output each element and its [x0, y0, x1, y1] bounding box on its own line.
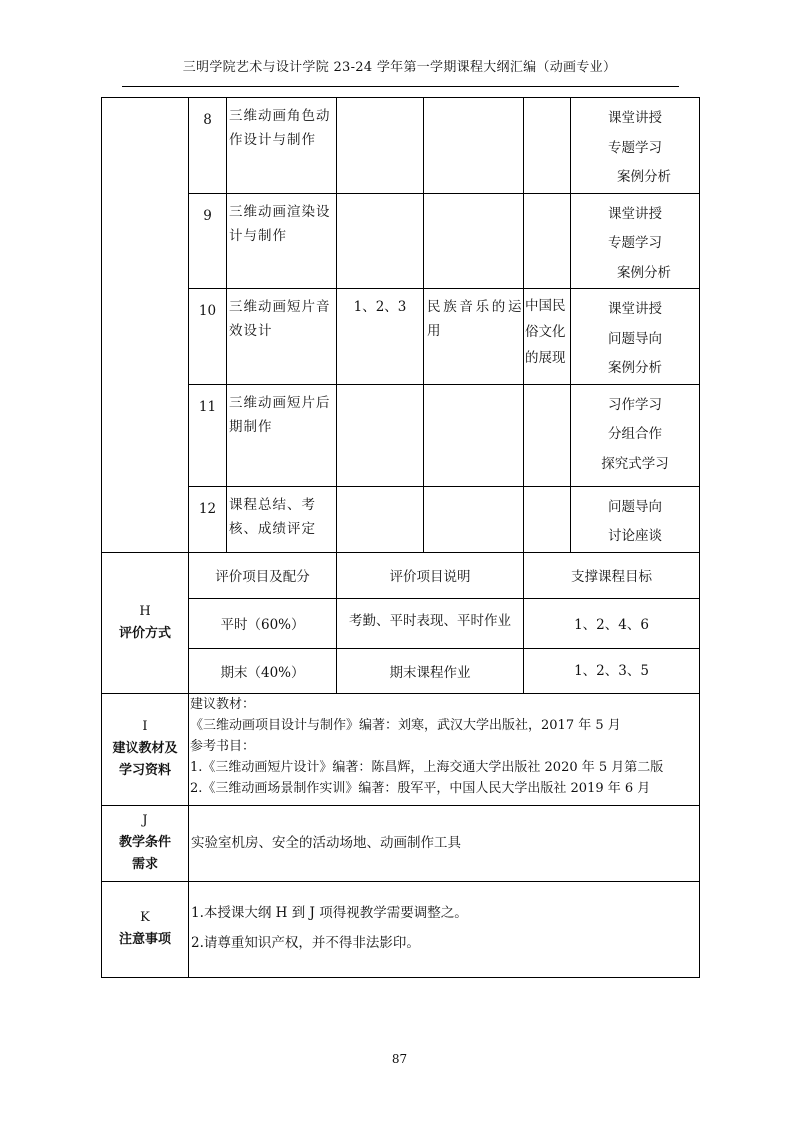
method-item: 专题学习: [608, 139, 662, 156]
schedule-row: [102, 193, 700, 289]
topic-cell: 三维动画角色动作设计与制作: [227, 98, 337, 194]
method-item: 讨论座谈: [608, 528, 662, 544]
evaluation-section-label: [102, 552, 189, 693]
schedule-row: [102, 98, 700, 194]
target-cell: [337, 486, 424, 552]
eval-goal: 1、2、3、5: [524, 648, 700, 693]
materials-line: 《三维动画项目设计与制作》编著：刘寒，武汉大学出版社，2017 年 5 月: [190, 717, 621, 733]
week-number: 8: [189, 98, 227, 194]
schedule-row: [102, 384, 700, 486]
value-cell: [524, 193, 571, 289]
method-item: 问题导向: [608, 330, 662, 347]
eval-goal-header: 支撑课程目标: [524, 552, 700, 598]
schedule-row: [102, 289, 700, 385]
method-item: 习作学习: [608, 396, 662, 413]
method-item: 探究式学习: [601, 455, 669, 472]
methods-cell: [571, 193, 700, 289]
notes-section-label: [102, 881, 189, 977]
notes-content: [189, 881, 700, 977]
target-cell: [337, 193, 424, 289]
section-title: 学习资料: [118, 763, 171, 778]
target-cell: [337, 384, 424, 486]
course-outline-table: [101, 97, 700, 978]
page-header: 三明学院艺术与设计学院 23-24 学年第一学期课程大纲汇编（动画专业）: [182, 60, 617, 75]
header-rule: [122, 86, 679, 87]
section-code: H: [139, 603, 151, 619]
eval-goal: 1、2、4、6: [524, 598, 700, 648]
section-title: 建议教材及: [112, 741, 178, 756]
ideology-cell: [424, 384, 524, 486]
section-title: 评价方式: [118, 625, 171, 641]
evaluation-row: [102, 598, 700, 648]
notes-line: 1.本授课大纲 H 到 J 项得视教学需要调整之。: [191, 904, 468, 921]
eval-item-header: 评价项目及配分: [189, 552, 337, 598]
materials-row: [102, 693, 700, 805]
section-title: 需求: [131, 857, 158, 872]
method-item: 问题导向: [608, 498, 662, 515]
method-item: 案例分析: [617, 169, 671, 185]
eval-item: 平时（60%）: [189, 598, 337, 648]
method-item: 专题学习: [608, 235, 662, 251]
ideology-cell: [424, 486, 524, 552]
method-item: 课堂讲授: [608, 205, 662, 222]
topic-cell: 三维动画短片音效设计: [227, 289, 337, 385]
method-item: 课堂讲授: [608, 301, 662, 317]
topic-cell: 课程总结、考核、成绩评定: [227, 486, 337, 552]
materials-section-label: [102, 693, 189, 805]
methods-cell: [571, 98, 700, 194]
value-cell: [524, 486, 571, 552]
schedule-section-label: [102, 98, 189, 553]
ideology-cell: [424, 193, 524, 289]
section-code: J: [142, 813, 148, 828]
methods-cell: [571, 289, 700, 385]
notes-line: 2.请尊重知识产权，并不得非法影印。: [191, 934, 420, 951]
section-title: 注意事项: [118, 932, 171, 947]
eval-desc: 期末课程作业: [337, 648, 524, 693]
materials-line: 2.《三维动画场景制作实训》编著：殷军平，中国人民大学出版社 2019 年 6 月: [190, 780, 651, 796]
value-cell: [524, 384, 571, 486]
materials-line: 1.《三维动画短片设计》编著：陈昌辉，上海交通大学出版社 2020 年 5 月第二版: [190, 759, 664, 775]
week-number: 11: [189, 384, 227, 486]
section-code: K: [140, 910, 150, 925]
eval-item: 期末（40%）: [189, 648, 337, 693]
method-item: 案例分析: [608, 360, 662, 376]
method-item: 课堂讲授: [608, 110, 662, 126]
conditions-section-label: [102, 805, 189, 881]
target-cell: 1、2、3: [337, 289, 424, 385]
method-item: 分组合作: [608, 426, 662, 442]
method-item: 案例分析: [617, 264, 671, 281]
value-cell: 中国民俗文化的展现: [524, 289, 571, 385]
week-number: 9: [189, 193, 227, 289]
ideology-cell: [424, 98, 524, 194]
ideology-cell: 民族音乐的运用: [424, 289, 524, 385]
notes-row: [102, 881, 700, 977]
value-cell: [524, 98, 571, 194]
methods-cell: [571, 486, 700, 552]
schedule-row: [102, 486, 700, 552]
topic-cell: 三维动画渲染设计与制作: [227, 193, 337, 289]
methods-cell: [571, 384, 700, 486]
page-number: 87: [391, 1052, 408, 1066]
materials-line: 参考书目：: [190, 738, 256, 754]
evaluation-row: [102, 648, 700, 693]
topic-cell: 三维动画短片后期制作: [227, 384, 337, 486]
conditions-row: [102, 805, 700, 881]
evaluation-header-row: [102, 552, 700, 598]
section-title: 教学条件: [118, 835, 171, 850]
conditions-content: 实验室机房、安全的活动场地、动画制作工具: [189, 805, 700, 881]
week-number: 10: [189, 289, 227, 385]
week-number: 12: [189, 486, 227, 552]
materials-line: 建议教材：: [190, 696, 256, 712]
materials-content: [189, 693, 700, 805]
eval-desc-header: 评价项目说明: [337, 552, 524, 598]
section-code: I: [142, 719, 148, 734]
target-cell: [337, 98, 424, 194]
eval-desc: 考勤、平时表现、平时作业: [337, 598, 524, 648]
